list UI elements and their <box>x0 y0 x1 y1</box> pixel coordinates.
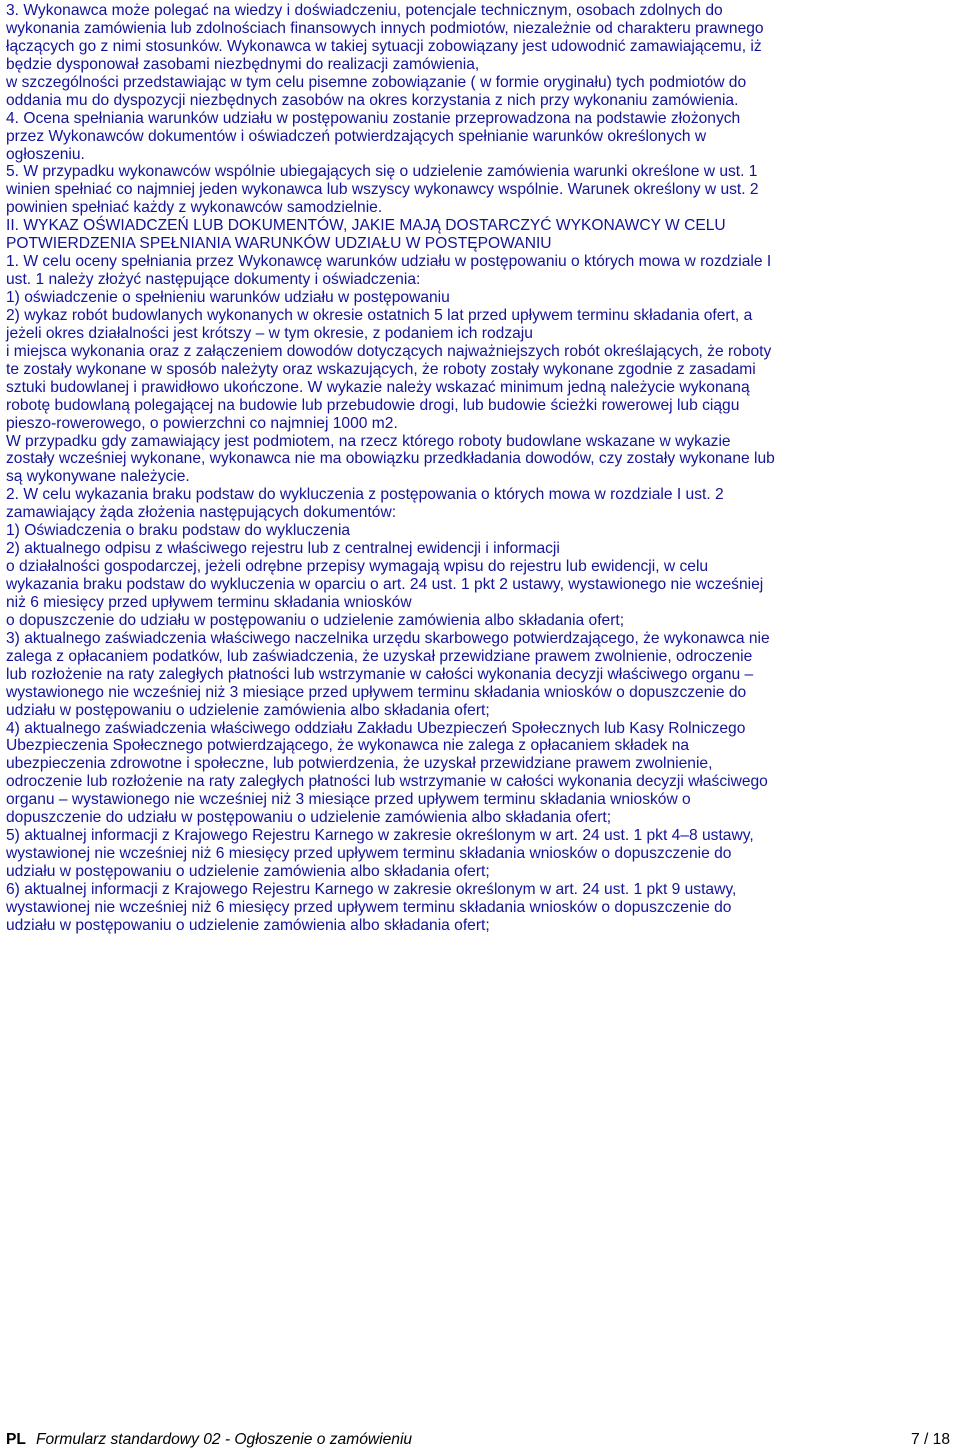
text-line: wystawionej nie wcześniej niż 6 miesięcy przed upływem terminu składania wniosków o dopuszczenie do <box>6 898 732 916</box>
text-line: oddania mu do dyspozycji niezbędnych zasobów na okres korzystania z nich przy wykonaniu zamówienia. <box>6 91 739 109</box>
text-line: wykonania zamówienia lub zdolnościach finansowych innych podmiotów, niezależnie od charakteru prawnego <box>6 19 764 37</box>
text-line: i miejsca wykonania oraz z załączeniem dowodów dotyczących najważniejszych robót określających, że roboty <box>6 342 772 360</box>
text-line: łączących go z nimi stosunków. Wykonawca w takiej sytuacji zobowiązany jest udowodnić zamawiającemu, iż <box>6 37 762 55</box>
text-line: wykazania braku podstaw do wykluczenia w oparciu o art. 24 ust. 1 pkt 2 ustawy, wystawionego nie wcześniej <box>6 576 764 593</box>
text-line: udziału w postępowaniu o udzielenie zamówienia albo składania ofert; <box>6 863 490 880</box>
text-line: ubezpieczenia zdrowotne i społeczne, lub potwierdzenia, że uzyskał przewidziane prawem zwolnienie, <box>6 755 713 773</box>
text-line: będzie dysponował zasobami niezbędnymi do realizacji zamówienia, <box>6 55 480 73</box>
text-line: 2. W celu wykazania braku podstaw do wykluczenia z postępowania o których mowa w rozdziale I ust. 2 <box>6 486 724 504</box>
text-line: ogłoszeniu. <box>6 145 85 163</box>
text-line: w szczególności przedstawiając w tym celu pisemne zobowiązanie ( w formie oryginału) tych podmiotów do <box>6 73 747 91</box>
text-line: jeżeli okres działalności jest krótszy – w tym okresie, z podaniem ich rodzaju <box>6 324 533 342</box>
text-line: zalega z opłacaniem podatków, lub zaświadczenia, że uzyskał przewidziane prawem zwolnienie, odroczenie <box>6 647 753 665</box>
page-number: 7 / 18 <box>910 1431 950 1448</box>
text-line: dopuszczenie do udziału w postępowaniu o udzielenie zamówienia albo składania ofert; <box>6 809 612 827</box>
text-line: winien spełniać co najmniej jeden wykonawca lub wszyscy wykonawcy wspólnie. Warunek określony w ust. 2 <box>6 181 759 199</box>
text-line: odroczenie lub rozłożenie na raty zaległych płatności lub wstrzymanie w całości wykonania decyzji właściwego <box>6 773 768 791</box>
text-line: organu – wystawionego nie wcześniej niż 3 miesiące przed upływem terminu składania wniosków o <box>6 791 691 809</box>
text-line: udziału w postępowaniu o udzielenie zamówienia albo składania ofert; <box>6 916 490 934</box>
text-line: 4) aktualnego zaświadczenia właściwego oddziału Zakładu Ubezpieczeń Społecznych lub Kasy Rolniczego <box>6 719 746 737</box>
form-title: Formularz standardowy 02 - Ogłoszenie o zamówieniu <box>35 1431 413 1448</box>
text-line: o dopuszczenie do udziału w postępowaniu o udzielenie zamówienia albo składania ofert; <box>6 611 625 629</box>
text-line: te zostały wykonane w sposób należyty oraz wskazujących, że roboty zostały wykonane zgodnie z zasadami <box>6 360 756 378</box>
language-code: PL <box>6 1431 26 1448</box>
text-line: pieszo-rowerowego, o powierzchni co najmniej 1000 m2. <box>6 414 398 432</box>
text-line: zostały wcześniej wykonane, wykonawca nie ma obowiązku przedkładania dowodów, czy zostały wykonane lub <box>6 450 775 468</box>
text-line: wystawionego nie wcześniej niż 3 miesiące przed upływem terminu składania wniosków o dopuszczenie do <box>6 683 747 701</box>
text-line: sztuki budowlanej i prawidłowo ukończone. W wykazie należy wskazać minimum jedną należycie wykonaną <box>6 378 750 396</box>
text-line: 1) oświadczenie o spełnieniu warunków udziału w postępowaniu <box>6 289 450 306</box>
text-line: 3. Wykonawca może polegać na wiedzy i doświadczeniu, potencjale technicznym, osobach zdolnych do <box>6 2 723 19</box>
text-line: 1. W celu oceny spełniania przez Wykonawcę warunków udziału w postępowaniu o których mowa w rozdziale I <box>6 253 772 271</box>
text-line: W przypadku gdy zamawiający jest podmiotem, na rzecz którego roboty budowlane wskazane w wykazie <box>6 432 731 450</box>
text-line: 6) aktualnej informacji z Krajowego Rejestru Karnego w zakresie określonym w art. 24 ust. 1 pkt 9 ustawy, <box>6 880 737 898</box>
text-line: robotę budowlaną polegającej na budowie lub przebudowie drogi, lub budowie ścieżki rowerowej lub ciągu <box>6 396 740 414</box>
text-line: 3) aktualnego zaświadczenia właściwego naczelnika urzędu skarbowego potwierdzającego, że wykonawca nie <box>6 629 770 647</box>
text-line: ust. 1 należy złożyć następujące dokumenty i oświadczenia: <box>6 271 421 289</box>
text-line: przez Wykonawców dokumentów i oświadczeń potwierdzających spełnianie warunków określonych w <box>6 127 707 145</box>
text-line: 2) wykaz robót budowlanych wykonanych w okresie ostatnich 5 lat przed upływem terminu składania ofert, a <box>6 306 753 324</box>
text-line: 5. W przypadku wykonawców wspólnie ubiegających się o udzielenie zamówienia warunki określone w ust. 1 <box>6 163 758 181</box>
text-line: zamawiający żąda złożenia następujących dokumentów: <box>6 504 397 522</box>
section-heading: POTWIERDZENIA SPEŁNIANIA WARUNKÓW UDZIAŁU W POSTĘPOWANIU <box>6 235 552 253</box>
text-line: udziału w postępowaniu o udzielenie zamówienia albo składania ofert; <box>6 701 490 719</box>
text-line: wystawionej nie wcześniej niż 6 miesięcy przed upływem terminu składania wniosków o dopuszczenie do <box>6 845 732 863</box>
text-line: niż 6 miesięcy przed upływem terminu składania wniosków <box>6 593 412 611</box>
section-heading: II. WYKAZ OŚWIADCZEŃ LUB DOKUMENTÓW, JAKIE MAJĄ DOSTARCZYĆ WYKONAWCY W CELU <box>6 217 726 235</box>
text-line: powinien spełniać każdy z wykonawców samodzielnie. <box>6 199 383 217</box>
text-line: o działalności gospodarczej, jeżeli odrębne przepisy wymagają wpisu do rejestru lub ewidencji, w celu <box>6 558 709 576</box>
text-line <box>6 935 950 953</box>
text-line: 5) aktualnej informacji z Krajowego Rejestru Karnego w zakresie określonym w art. 24 ust. 1 pkt 4–8 ustawy, <box>6 827 754 845</box>
document-body <box>6 2 950 953</box>
page-footer <box>6 1431 954 1451</box>
text-line: Ubezpieczenia Społecznego potwierdzającego, że wykonawca nie zalega z opłacaniem składek na <box>6 737 690 755</box>
text-line: są wykonywane należycie. <box>6 468 190 486</box>
text-line: 1) Oświadczenia o braku podstaw do wykluczenia <box>6 522 351 540</box>
text-line: 2) aktualnego odpisu z właściwego rejestru lub z centralnej ewidencji i informacji <box>6 540 560 558</box>
text-line: 4. Ocena spełniania warunków udziału w postępowaniu zostanie przeprowadzona na podstawie złożonych <box>6 109 741 127</box>
text-line: lub rozłożenie na raty zaległych płatności lub wstrzymanie w całości wykonania decyzji właściwego organu – <box>6 665 754 683</box>
